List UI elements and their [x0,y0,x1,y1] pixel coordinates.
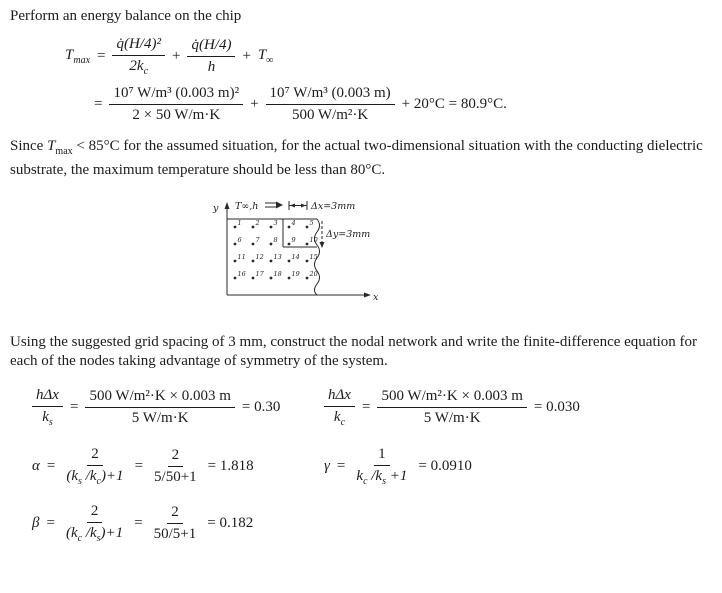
node-label: 14 [291,253,300,261]
para-text: Since [10,138,48,154]
fraction-numerator: 10⁷ W/m³ (0.003 m)² [109,85,243,105]
equals-sign: = [46,458,56,474]
dy-dimension-arrow-icon [320,221,325,248]
node-dot [270,260,273,263]
fraction-numerator: 10⁷ W/m³ (0.003 m) [266,85,395,105]
equation-result: + 20°C = 80.9°C. [401,96,507,112]
equation-alpha [32,446,324,487]
node-dot [252,226,255,229]
para-grid-instructions: Using the suggested grid spacing of 3 mm, construct the nodal network and write the finite-difference equation for each of the nodes taking advantage of symmetry of the system. [10,334,698,369]
fraction-values [85,388,234,427]
den-part: (k [65,525,78,541]
node-label: 10 [309,236,318,244]
node-label: 19 [291,270,300,278]
node-label: 2 [255,219,260,227]
tmax-lhs [65,47,90,66]
node-label: 4 [291,219,296,227]
node-dot [306,243,309,246]
node-label: 11 [237,253,246,261]
node-dot [270,277,273,280]
equation-hdx-kc [324,387,580,428]
den-part: k [356,468,364,484]
den-base: k [42,409,49,425]
y-axis [225,202,230,295]
node-label: 13 [273,253,282,261]
fraction-denominator: 5 W/m·K [423,410,481,426]
node-dot [252,243,255,246]
fraction-numerator: 2 [87,503,103,523]
fraction-convection-numeric [266,85,395,124]
node-label: 1 [237,219,242,227]
den-sub: c [77,533,83,544]
fraction-denominator [62,466,127,487]
stream-label: T∞,h [235,201,259,212]
equation-tmax-numeric [94,85,712,124]
fraction-numeric [150,504,201,543]
node-dot [288,277,291,280]
node-dot [252,277,255,280]
plus-sign: + [242,48,251,64]
equation-result: = 0.182 [207,515,254,531]
nodal-network-figure [205,195,410,315]
equals-sign: = [134,458,144,474]
fraction-numerator: 2 [167,504,183,524]
y-axis-label: y [213,203,219,214]
fraction-symbolic [352,446,411,487]
tmax-sub: max [73,55,91,66]
alpha-symbol: α [32,458,40,474]
den-base: 2k [129,58,144,74]
dy-label: Δy=3mm [326,229,371,240]
fraction-numerator: 500 W/m²·K × 0.003 m [85,388,234,408]
node-dot [234,243,237,246]
fraction-numerator: q̇(H/4)² [112,36,165,56]
fraction-symbolic [62,446,127,487]
den-sub: s [382,476,386,487]
equation-result: = 0.0910 [418,458,472,474]
den-part: /k [81,468,97,484]
den-base: k [333,409,341,425]
fraction-lhs [32,387,63,428]
den-part: (k [66,468,78,484]
fraction-lhs [324,387,355,428]
den-sub: c [96,476,101,487]
equation-hdx-ks [32,387,324,428]
node-label: 9 [291,236,296,244]
fraction-denominator: 5 W/m·K [131,410,189,426]
node-dot [288,243,291,246]
fraction-denominator: h [207,59,216,75]
equation-tmax-symbolic [65,36,712,77]
intro-text: Perform an energy balance on the chip [10,8,242,24]
fraction-conduction [112,36,165,77]
node-label: 20 [309,270,318,278]
node-dot [306,226,309,229]
dx-label: Δx=3mm [311,201,356,212]
node-label: 3 [273,219,278,227]
den-sub: s [96,533,101,544]
den-part: +1 [386,468,408,484]
x-axis-label: x [373,292,379,303]
para-assessment [10,137,710,180]
equation-result: = 0.30 [241,399,281,415]
fraction-denominator: 50/5+1 [153,526,197,542]
equation-result: = 0.030 [533,399,580,415]
equals-sign: = [336,458,346,474]
fraction-values [377,388,526,427]
node-label: 17 [255,270,264,278]
node-dot [306,260,309,263]
equals-sign: = [97,48,106,64]
node-dot [252,260,255,263]
den-sub: s [78,476,82,487]
fraction-numerator: 2 [87,446,103,466]
den-sub: s [48,417,53,428]
node-label: 16 [237,270,246,278]
fraction-denominator [352,466,411,487]
node-dot [234,226,237,229]
den-sub: c [340,417,346,428]
node-grid [234,219,318,279]
para-text: < 85°C for the assumed situation, for the actual two-dimensional situation with the conducting dielectric substrate, the maximum temperature should be less than 80°C. [10,138,703,178]
equation-row-biot [32,387,712,428]
equation-row-alpha-gamma [32,446,712,487]
den-part: /k [82,525,97,541]
fraction-numerator: 2 [168,447,184,467]
den-sub: c [363,476,368,487]
fraction-symbolic [62,503,127,544]
fraction-convection [187,37,235,76]
fraction-numerator: 500 W/m²·K × 0.003 m [377,388,526,408]
equation-result: = 1.818 [207,458,254,474]
den-part: /k [367,468,383,484]
dx-dimension-arrow-icon [289,201,307,210]
node-dot [288,226,291,229]
tmax-base: T [65,47,74,63]
fraction-denominator [38,407,57,428]
fraction-numeric [150,447,201,486]
gamma-symbol: γ [324,458,330,474]
tinf-base: T [257,47,267,63]
node-dot [234,260,237,263]
fraction-conduction-numeric [109,85,243,124]
den-part: )+1 [100,525,124,541]
node-label: 12 [255,253,264,261]
den-part: )+1 [100,468,124,484]
fraction-denominator [330,407,349,428]
fraction-denominator: 5/50+1 [154,469,197,485]
fraction-denominator: 500 W/m²·K [291,107,369,123]
node-dot [234,277,237,280]
node-label: 18 [273,270,282,278]
fraction-denominator [62,523,127,544]
equation-beta [32,503,712,544]
t-infinity [258,47,273,66]
fraction-denominator [125,56,152,77]
equals-sign: = [134,515,143,531]
plus-sign: + [250,96,259,112]
node-dot [306,277,309,280]
node-dot [288,260,291,263]
tmax-sub: max [55,146,73,157]
node-dot [270,226,273,229]
node-label: 7 [255,236,260,244]
equals-sign: = [94,96,103,112]
fraction-numerator: q̇(H/4) [187,37,235,57]
equals-sign: = [46,515,55,531]
fraction-numerator: hΔx [32,387,63,407]
tmax-base: T [47,138,56,154]
figure-container [205,195,712,320]
beta-symbol: β [32,515,40,531]
node-label: 5 [309,219,314,227]
node-dot [270,243,273,246]
fraction-numerator: 1 [374,446,390,466]
node-label: 6 [237,236,242,244]
plus-sign: + [171,48,181,64]
stream-arrow-icon [265,202,283,209]
equals-sign: = [361,399,371,415]
equation-gamma [324,446,472,487]
tinf-sub: ∞ [266,55,274,66]
node-label: 15 [309,253,318,261]
node-label: 8 [273,236,278,244]
equals-sign: = [69,399,79,415]
x-axis [227,293,371,298]
fraction-numerator: hΔx [324,387,355,407]
den-sub: c [143,66,149,77]
fraction-denominator: 2 × 50 W/m·K [132,107,221,123]
